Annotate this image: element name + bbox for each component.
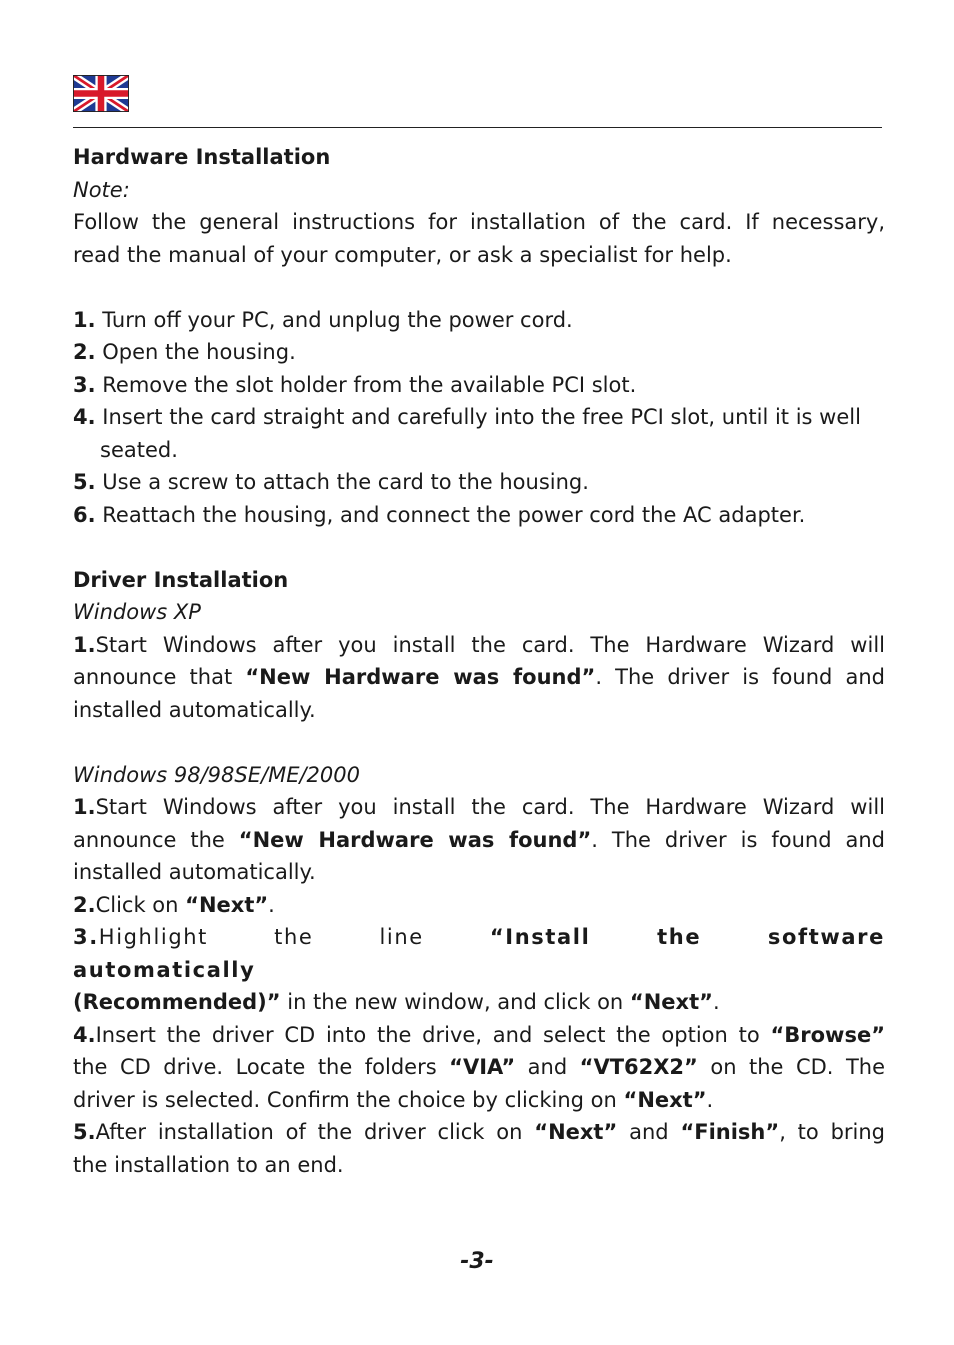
xp-step-1-line-3: installed automatically. bbox=[73, 697, 316, 722]
w98-step-1-line-2: announce the “New Hardware was found”. The driver is found and bbox=[73, 827, 885, 852]
w98-step-4-line-1: 4.Insert the driver CD into the drive, and select the option to “Browse” bbox=[73, 1022, 885, 1047]
hardware-step-5: 5. Use a screw to attach the card to the housing. bbox=[73, 470, 589, 494]
w98-step-4-line-3: driver is selected. Confirm the choice by clicking on “Next”. bbox=[73, 1087, 714, 1112]
w98-step-4-line-2: the CD drive. Locate the folders “VIA” and “VT62X2” on the CD. The bbox=[73, 1055, 885, 1079]
hardware-step-2: 2. Open the housing. bbox=[73, 340, 296, 364]
windows-98-label: Windows 98/98SE/ME/2000 bbox=[73, 762, 360, 787]
note-label: Note: bbox=[73, 177, 130, 202]
driver-installation-heading: Driver Installation bbox=[73, 567, 289, 592]
w98-step-3-line-1: 3.Highlight the line “Install the software automatically bbox=[73, 925, 885, 982]
xp-step-1-line-1: 1.Start Windows after you install the card. The Hardware Wizard will bbox=[73, 632, 885, 657]
w98-step-3-line-2: (Recommended)” in the new window, and click on “Next”. bbox=[73, 990, 720, 1014]
document-body bbox=[73, 141, 885, 1181]
xp-step-1-line-2: announce that “New Hardware was found”. The driver is found and bbox=[73, 665, 885, 689]
hardware-step-6: 6. Reattach the housing, and connect the power cord the AC adapter. bbox=[73, 502, 806, 527]
header-divider bbox=[73, 127, 882, 128]
page-number: -3- bbox=[460, 1249, 494, 1274]
w98-step-1-line-1: 1.Start Windows after you install the card. The Hardware Wizard will bbox=[73, 795, 885, 819]
w98-step-2: 2.Click on “Next”. bbox=[73, 892, 275, 917]
hardware-step-4-continued: seated. bbox=[100, 437, 178, 462]
uk-flag-icon bbox=[73, 75, 129, 112]
w98-step-1-line-3: installed automatically. bbox=[73, 860, 316, 884]
w98-step-5-line-2: the installation to an end. bbox=[73, 1152, 344, 1177]
hardware-step-3: 3. Remove the slot holder from the available PCI slot. bbox=[73, 372, 637, 397]
hardware-installation-heading: Hardware Installation bbox=[73, 145, 331, 169]
windows-xp-label: Windows XP bbox=[73, 600, 201, 624]
hardware-step-4: 4. Insert the card straight and carefully into the free PCI slot, until it is well bbox=[73, 405, 861, 429]
hardware-step-1: 1. Turn off your PC, and unplug the power cord. bbox=[73, 307, 573, 332]
note-text-line-1: Follow the general instructions for installation of the card. If necessary, bbox=[73, 210, 885, 234]
note-text-line-2: read the manual of your computer, or ask a specialist for help. bbox=[73, 242, 732, 267]
w98-step-5-line-1: 5.After installation of the driver click on “Next” and “Finish”, to bring bbox=[73, 1120, 886, 1144]
